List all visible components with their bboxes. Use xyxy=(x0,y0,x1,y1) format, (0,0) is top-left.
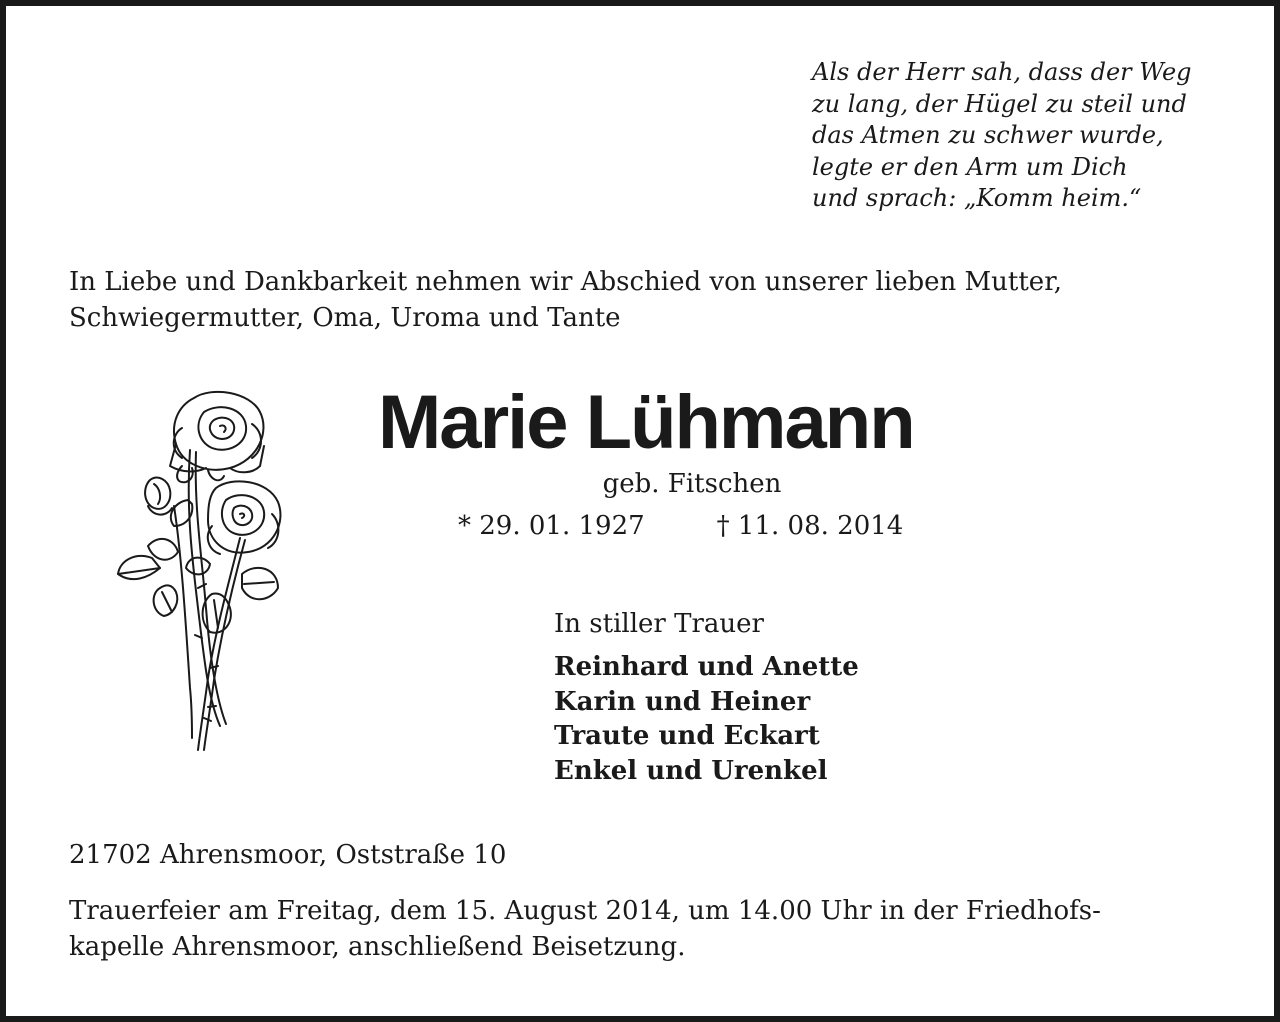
intro-line: Schwiegermutter, Oma, Uroma und Tante xyxy=(69,303,621,333)
address: 21702 Ahrensmoor, Oststraße 10 xyxy=(69,840,507,870)
roses-illustration-icon xyxy=(112,388,292,758)
mourner-name: Traute und Eckart xyxy=(554,721,820,751)
mourner-name: Enkel und Urenkel xyxy=(554,755,828,786)
ceremony-info xyxy=(69,893,1219,965)
birth-date: * 29. 01. 1927 xyxy=(458,511,645,541)
rose-top xyxy=(170,392,264,482)
life-dates xyxy=(458,509,903,543)
deceased-name: Marie Lühmann xyxy=(378,380,914,465)
ceremony-line: kapelle Ahrensmoor, anschließend Beisetzung. xyxy=(69,932,686,962)
ceremony-line: Trauerfeier am Freitag, dem 15. August 2014, um 14.00 Uhr in der Friedhofs- xyxy=(69,896,1101,926)
mourners-list xyxy=(554,650,859,788)
death-date: † 11. 08. 2014 xyxy=(716,511,904,541)
mourner-name: Reinhard und Anette xyxy=(554,652,859,682)
mourner-name: Karin und Heiner xyxy=(554,686,811,717)
memorial-quote xyxy=(812,57,1232,215)
quote-line: legte er den Arm um Dich xyxy=(812,152,1128,181)
quote-line: das Atmen zu schwer wurde, xyxy=(812,121,1164,149)
intro-text xyxy=(69,264,1219,336)
mourning-heading: In stiller Trauer xyxy=(554,609,764,639)
quote-line: zu lang, der Hügel zu steil und xyxy=(812,89,1187,118)
quote-line: und sprach: „Komm heim.“ xyxy=(812,184,1142,212)
rose-bud xyxy=(145,478,172,515)
maiden-name: geb. Fitschen xyxy=(602,469,782,499)
intro-line: In Liebe und Dankbarkeit nehmen wir Abschied von unserer lieben Mutter, xyxy=(69,267,1063,297)
quote-line: Als der Herr sah, dass der Weg xyxy=(812,58,1192,86)
